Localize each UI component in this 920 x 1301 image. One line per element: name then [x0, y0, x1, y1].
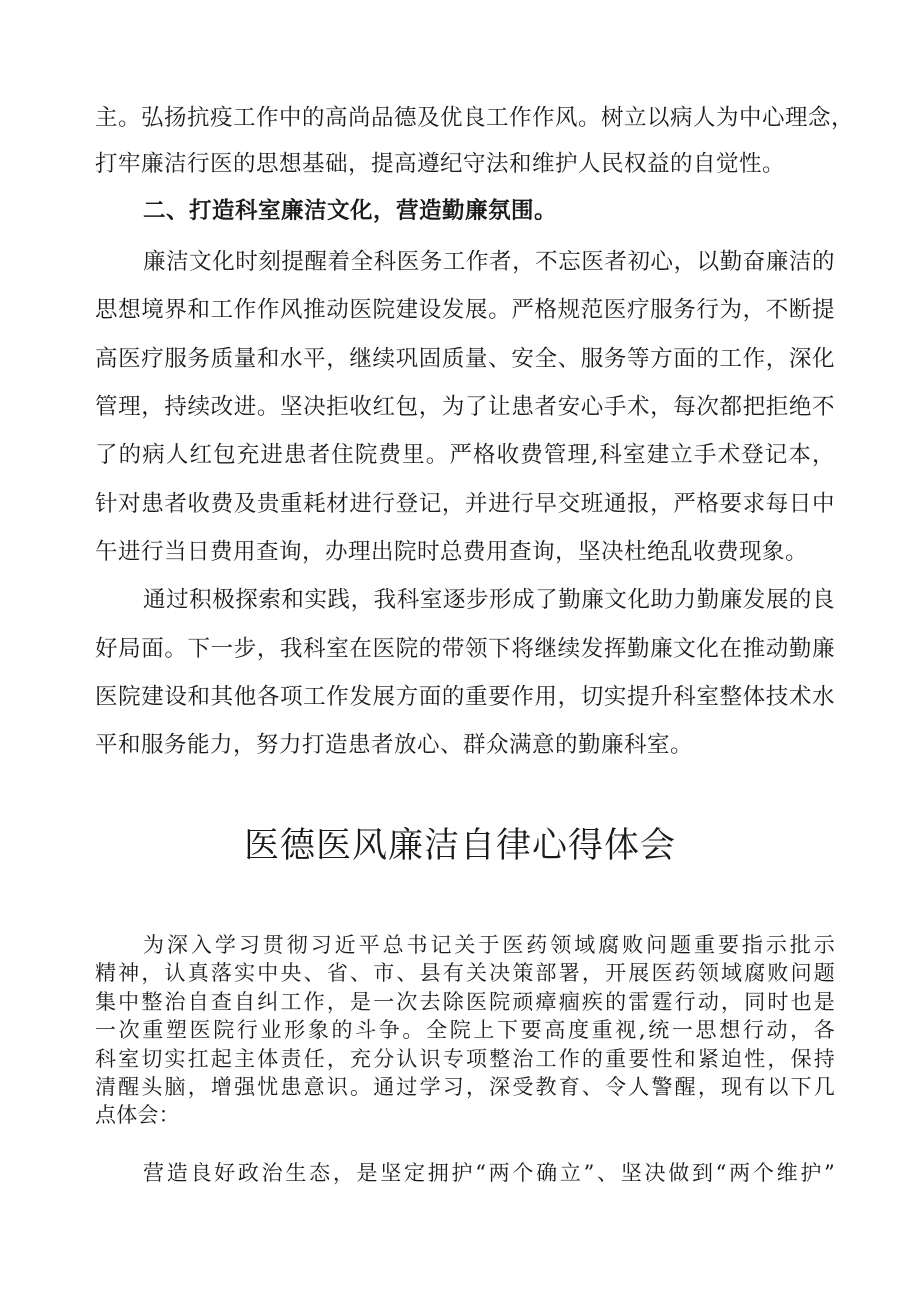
body-line: 科室切实扛起主体责任，充分认识专项整治工作的重要性和紧迫性，保持: [95, 1047, 835, 1071]
body-line: 医院建设和其他各项工作发展方面的重要作用，切实提升科室整体技术水: [95, 684, 835, 710]
body-line: 午进行当日费用查询，办理出院时总费用查询，坚决杜绝乱收费现象。: [95, 539, 809, 565]
body-line: 精神，认真落实中央、省、市、县有关决策部署，开展医药领域腐败问题: [95, 961, 835, 985]
body-line: 主。弘扬抗疫工作中的高尚品德及优良工作作风。树立以病人为中心理念，: [95, 105, 855, 131]
body-line: 了的病人红包充进患者住院费里。严格收费管理,科室建立手术登记本，: [95, 442, 835, 468]
body-line: 清醒头脑，增强忧患意识。通过学习，深受教育、令人警醒，现有以下几: [95, 1075, 835, 1099]
body-line: 集中整治自查自纠工作，是一次去除医院顽瘴痼疾的雷霆行动，同时也是: [95, 990, 835, 1014]
body-line: 营造良好政治生态，是坚定拥护“两个确立”、坚决做到“两个维护”: [143, 1161, 835, 1185]
section-heading: 二、打造科室廉洁文化，营造勤廉氛围。: [143, 198, 558, 224]
body-line: 好局面。下一步，我科室在医院的带领下将继续发挥勤廉文化在推动勤廉: [95, 636, 835, 662]
body-line: 高医疗服务质量和水平，继续巩固质量、安全、服务等方面的工作，深化: [95, 346, 835, 372]
body-line: 一次重塑医院行业形象的斗争。全院上下要高度重视,统一思想行动，各: [95, 1018, 835, 1042]
body-line: 廉洁文化时刻提醒着全科医务工作者，不忘医者初心，以勤奋廉洁的: [143, 249, 835, 275]
body-line: 平和服务能力，努力打造患者放心、群众满意的勤廉科室。: [95, 732, 694, 758]
body-line: 通过积极探索和实践，我科室逐步形成了勤廉文化助力勤廉发展的良: [143, 587, 835, 613]
body-line: 点体会：: [95, 1103, 180, 1127]
body-line: 管理，持续改进。坚决拒收红包，为了让患者安心手术，每次都把拒绝不: [95, 394, 835, 420]
article-title: 医德医风廉洁自律心得体会: [243, 826, 676, 866]
body-line: 针对患者收费及贵重耗材进行登记，并进行早交班通报，严格要求每日中: [95, 491, 835, 517]
body-line: 打牢廉洁行医的思想基础，提高遵纪守法和维护人民权益的自觉性。: [95, 151, 786, 177]
body-line: 为深入学习贯彻习近平总书记关于医药领域腐败问题重要指示批示: [143, 933, 835, 957]
body-line: 思想境界和工作作风推动医院建设发展。严格规范医疗服务行为，不断提: [95, 297, 835, 323]
